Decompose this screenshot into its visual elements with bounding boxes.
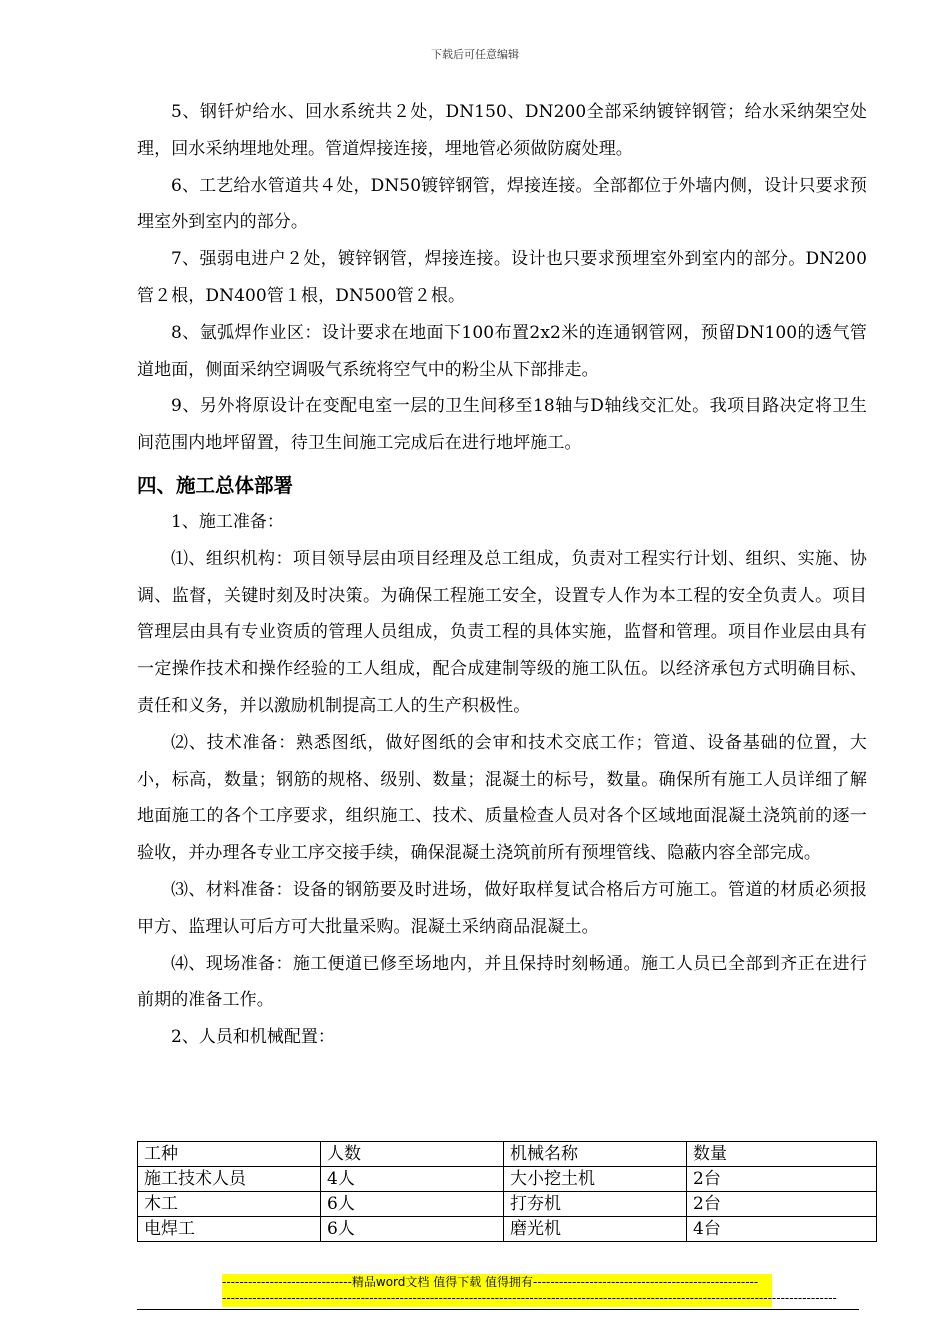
subsection-title-staffing: 2、人员和机械配置： [171,1027,335,1048]
footer-divider [137,1309,859,1310]
table-cell: 电焊工 [138,1217,321,1242]
table-cell: 4台 [687,1217,877,1242]
subsection-title-prep: 1、施工准备： [171,511,284,532]
table-row [138,1192,877,1217]
staffing-table [137,1141,877,1242]
table-cell: 6人 [321,1217,504,1242]
paragraph-item-5: 5、钢钎炉给水、回水系统共２处，DN150、DN200全部采纳镀锌钢管；给水采纳架空处理，回水采纳埋地处理。管道焊接连接，埋地管必须做防腐处理。 [137,102,867,159]
table-cell: 6人 [321,1192,504,1217]
paragraph-materials: ⑶、材料准备：设备的钢筋要及时进场，做好取样复试合格后方可施工。管道的材质必须报甲方、监理认可后方可大批量采购。混凝土采纳商品混凝土。 [137,879,867,937]
table-row [138,1167,877,1192]
table-cell: 大小挖土机 [504,1167,687,1192]
footer-banner-line: ------------------------------精品word文档 值得下载 值得拥有---------------------------------------------------- [222,1275,759,1289]
table-cell: 木工 [138,1192,321,1217]
table-cell: 2台 [687,1167,877,1192]
table-cell: 打夯机 [504,1192,687,1217]
paragraph-item-8: 8、氩弧焊作业区：设计要求在地面下100布置2x2米的连通钢管网，预留DN100的透气管道地面，侧面采纳空调吸气系统将空气中的粉尘从下部排走。 [137,322,867,380]
footer-banner-line: ---------------------------------------------------------------------------------------------------------------------------------------------- [222,1291,837,1305]
table-cell: 4人 [321,1167,504,1192]
paragraph-technical: ⑵、技术准备：熟悉图纸，做好图纸的会审和技术交底工作；管道、设备基础的位置，大小，标高，数量；钢筋的规格、级别、数量；混凝土的标号，数量。确保所有施工人员详细了解地面施工的各个工序要求，组织施工、技术、质量检查人员对各个区域地面混凝土浇筑前的逐一验收，并办理各专业工序交接手续，确保混凝土浇筑前所有预埋管线、隐蔽内容全部完成。 [137,732,867,864]
document-body [137,94,867,1056]
header-note: 下载后可任意编辑 [431,48,519,61]
table-cell: 施工技术人员 [138,1167,321,1192]
table-header-cell: 数量 [687,1142,877,1167]
table-row [138,1217,877,1242]
table-header-row [138,1142,877,1167]
paragraph-site: ⑷、现场准备：施工便道已修至场地内，并且保持时刻畅通。施工人员已全部到齐正在进行前期的准备工作。 [137,953,867,1011]
section-heading: 四、施工总体部署 [137,473,294,497]
paragraph-item-6: 6、工艺给水管道共４处，DN50镀锌钢管，焊接连接。全部都位于外墙内侧，设计只要求预埋室外到室内的部分。 [137,175,867,233]
table-cell: 2台 [687,1192,877,1217]
paragraph-item-7: 7、强弱电进户２处，镀锌钢管，焊接连接。设计也只要求预埋室外到室内的部分。DN200管２根，DN400管１根，DN500管２根。 [137,249,867,306]
table-cell: 磨光机 [504,1217,687,1242]
footer-banner [222,1274,837,1307]
table-header-cell: 工种 [138,1142,321,1167]
table-header-cell: 人数 [321,1142,504,1167]
paragraph-organization: ⑴、组织机构：项目领导层由项目经理及总工组成，负责对工程实行计划、组织、实施、协调、监督，关键时刻及时决策。为确保工程施工安全，设置专人作为本工程的安全负责人。项目管理层由具有专业资质的管理人员组成，负责工程的具体实施，监督和管理。项目作业层由具有一定操作技术和操作经验的工人组成，配合成建制等级的施工队伍。以经济承包方式明确目标、责任和义务，并以激励机制提高工人的生产积极性。 [137,548,867,716]
table-header-cell: 机械名称 [504,1142,687,1167]
paragraph-item-9: 9、另外将原设计在变配电室一层的卫生间移至18轴与D轴线交汇处。我项目路决定将卫生间范围内地坪留置，待卫生间施工完成后在进行地坪施工。 [137,396,867,454]
